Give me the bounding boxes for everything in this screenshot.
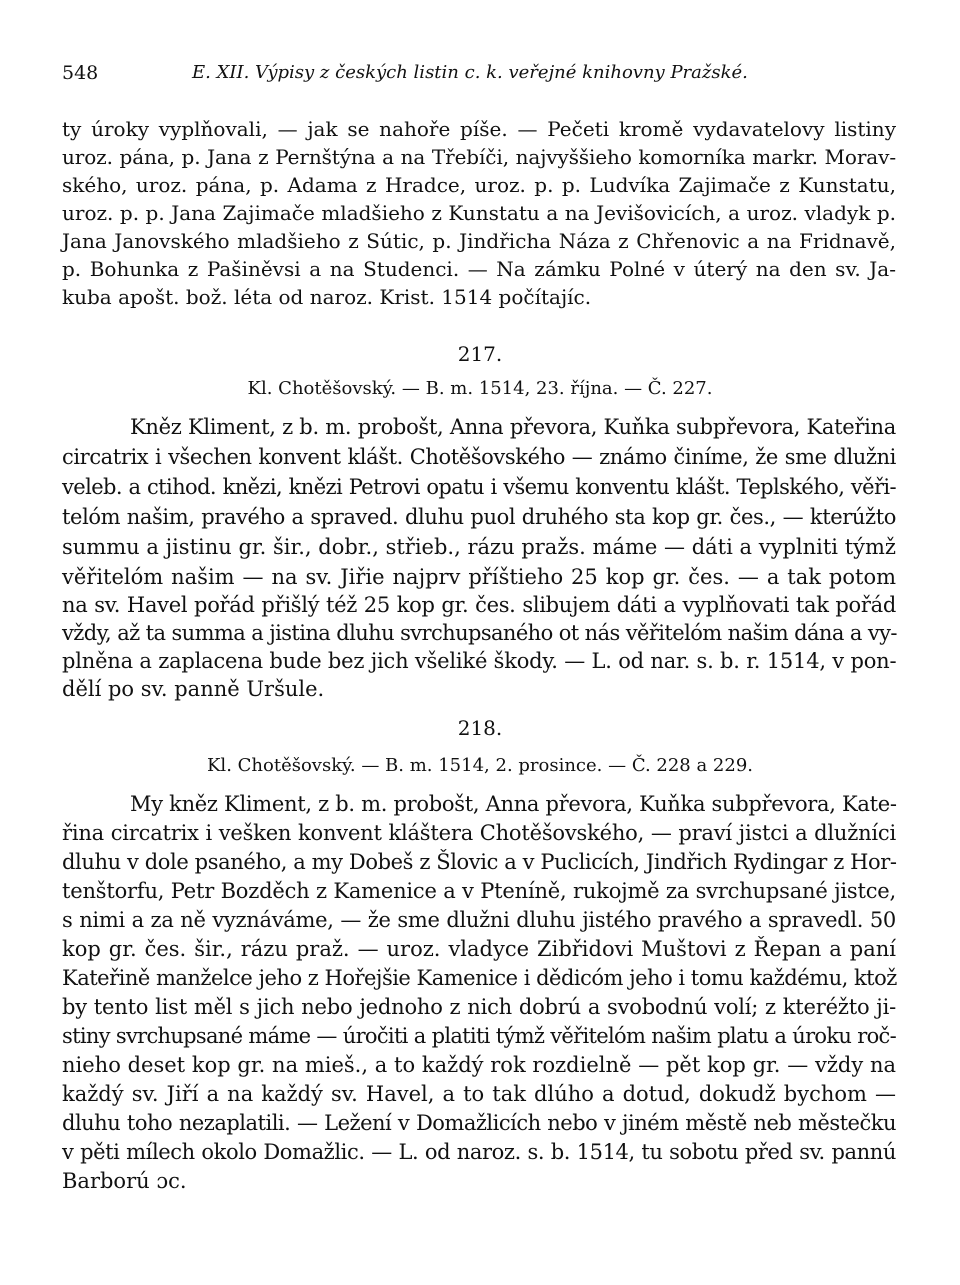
text-line: uroz. p. p. Jana Zajimače mladšieho z Kunstatu a na Jevišovicích, a uroz. vladyk p. [62, 201, 896, 225]
text-line: p. Bohunka z Pašiněvsi a na Studenci. — Na zámku Polné v úterý na den sv. Ja- [62, 257, 896, 281]
text-line: vždy, až ta summa a jistina dluhu svrchupsaného ot nás věřitelóm našim dána a vy- [62, 621, 897, 645]
text-line: dluhu toho nezaplatili. — Ležení v Domažlicích nebo v jiném městě neb městečku [62, 1111, 896, 1135]
document-meta: Kl. Chotěšovský. — B. m. 1514, 23. října. — Č. 227. [247, 378, 713, 399]
text-line: každý sv. Jiří a na každý sv. Havel, a to tak dlúho a dotud, dokudž bychom — [62, 1082, 896, 1106]
text-line: summu a jistinu gr. šir., dobr., střieb., rázu pražs. máme — dáti a vyplniti týmž [62, 535, 896, 559]
text-line: circatrix i všechen konvent klášt. Chotěšovského — známo činíme, že sme dlužni [62, 445, 896, 469]
text-line: ského, uroz. pána, p. Adama z Hradce, uroz. p. p. Ludvíka Zajimače z Kunstatu, [62, 173, 896, 197]
running-title: E. XII. Výpisy z českých listin c. k. veřejné knihovny Pražské. [192, 62, 748, 83]
document-meta: Kl. Chotěšovský. — B. m. 1514, 2. prosince. — Č. 228 a 229. [206, 755, 754, 776]
text-line: nieho deset kop gr. na mieš., a to každý rok rozdielně — pět kop gr. — vždy na [62, 1053, 896, 1077]
text-line: Kněz Kliment, z b. m. probošt, Anna převora, Kuňka subpřevora, Kateřina [130, 415, 896, 439]
text-line: ty úroky vyplňovali, — jak se nahoře píše. — Pečeti kromě vydavatelovy listiny [62, 117, 896, 141]
page-header [62, 62, 902, 92]
text-line: Jana Janovského mladšieho z Sútic, p. Jindřicha Náza z Chřenovic a na Fridnavě, [62, 229, 896, 253]
text-line: uroz. pána, p. Jana z Pernštýna a na Třebíči, najvyššieho komorníka markr. Morav- [62, 145, 896, 169]
document-number: 217. [457, 342, 503, 366]
text-line: by tento list měl s jich nebo jednoho z nich dobrú a svobodnú volí; z kteréžto ji- [62, 995, 896, 1019]
text-line: Kateřině manželce jeho z Hořejšie Kamenice i dědicóm jeho i tomu každému, ktož [62, 966, 897, 990]
text-line: v pěti mílech okolo Domažlic. — L. od naroz. s. b. 1514, tu sobotu před sv. pannú [62, 1140, 896, 1164]
text-line: dělí po sv. panně Uršule. [62, 677, 325, 701]
document-number: 218. [457, 716, 503, 740]
text-line: My kněz Kliment, z b. m. probošt, Anna převora, Kuňka subpřevora, Kate- [130, 792, 897, 816]
text-line: s nimi a za ně vyznáváme, — že sme dlužni dluhu jistého pravého a spravedl. 50 [62, 908, 896, 932]
text-line: dluhu v dole psaného, a my Dobeš z Šlovic a v Puclicích, Jindřich Rydingar z Hor- [62, 850, 897, 874]
text-line: kop gr. čes. šir., rázu praž. — uroz. vladyce Zibřidovi Muštovi z Řepan a paní [62, 937, 896, 961]
text-line: stiny svrchupsané máme — úročiti a platiti týmž věřitelóm našim platu a úroku roč- [62, 1024, 896, 1048]
text-line: řina circatrix i vešken konvent kláštera Chotěšovského, — praví jistci a dlužníci [62, 821, 896, 845]
text-line: veleb. a ctihod. knězi, knězi Petrovi opatu i všemu konventu klášt. Teplského, věři- [62, 475, 896, 499]
text-line: věřitelóm našim — na sv. Jiřie najprv příštieho 25 kop gr. čes. — a tak potom [62, 565, 896, 589]
page-number: 548 [62, 62, 99, 84]
text-line: plněna a zaplacena bude bez jich všeliké škody. — L. od nar. s. b. r. 1514, v pon- [62, 649, 897, 673]
text-line: telóm našim, pravého a spraved. dluhu puol druhého sta kop gr. čes., — kterúžto [62, 505, 896, 529]
text-line: na sv. Havel pořád přišlý též 25 kop gr. čes. slibujem dáti a vyplňovati tak pořád [62, 593, 896, 617]
text-line: kuba apošt. bož. léta od naroz. Krist. 1514 počítajíc. [62, 285, 592, 309]
text-line: Barború ɔc. [62, 1169, 187, 1193]
text-line: tenštorfu, Petr Bozděch z Kamenice a v Pteníně, rukojmě za svrchupsané jistce, [62, 879, 896, 903]
